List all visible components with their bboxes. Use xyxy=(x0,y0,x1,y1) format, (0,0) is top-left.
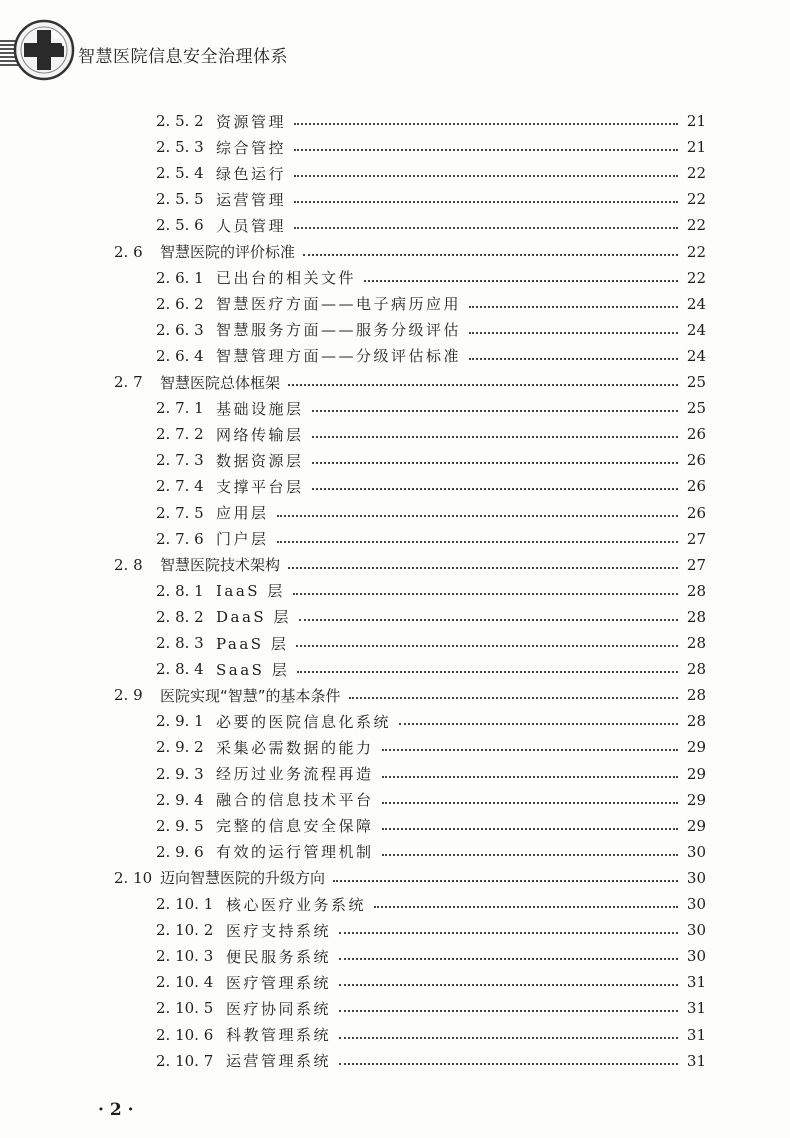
toc-subsection-entry[interactable] xyxy=(156,108,706,134)
toc-entry-number: 2. 9. 6 xyxy=(156,842,204,861)
toc-entry-page: 26 xyxy=(686,477,706,496)
toc-subsection-entry[interactable] xyxy=(156,995,706,1021)
toc-entry-title: 支撑平台层 xyxy=(216,477,304,496)
toc-leader-dots xyxy=(339,984,678,986)
toc-leader-dots xyxy=(339,1063,678,1065)
toc-leader-dots xyxy=(339,1010,678,1012)
toc-entry-page: 28 xyxy=(686,686,706,705)
toc-leader-dots xyxy=(339,932,678,934)
toc-entry-title: 绿色运行 xyxy=(216,164,287,183)
toc-entry-title: 便民服务系统 xyxy=(226,947,332,966)
toc-entry-title: 应用层 xyxy=(216,504,269,522)
toc-leader-dots xyxy=(288,567,678,569)
toc-entry-number: 2. 5. 6 xyxy=(156,216,204,235)
toc-entry-page: 22 xyxy=(686,164,706,183)
toc-subsection-entry[interactable] xyxy=(156,787,706,813)
toc-entry-title: 融合的信息技术平台 xyxy=(216,791,374,810)
toc-entry-page: 26 xyxy=(686,503,706,522)
toc-entry-page: 25 xyxy=(686,399,706,418)
toc-entry-title: 医疗管理系统 xyxy=(226,973,332,992)
toc-leader-dots xyxy=(294,201,678,203)
toc-leader-dots xyxy=(399,723,678,725)
toc-entry-number: 2. 5. 3 xyxy=(156,138,204,157)
toc-entry-page: 26 xyxy=(686,425,706,444)
toc-entry-page: 29 xyxy=(686,738,706,757)
toc-entry-number: 2. 7. 2 xyxy=(156,425,204,444)
toc-entry-title: 基础设施层 xyxy=(216,399,304,418)
toc-entry-page: 24 xyxy=(686,320,706,339)
toc-entry-page: 31 xyxy=(686,999,706,1018)
toc-entry-title: 人员管理 xyxy=(216,216,287,235)
toc-subsection-entry[interactable] xyxy=(156,526,706,552)
toc-entry-title: 必要的医院信息化系统 xyxy=(216,712,392,731)
toc-entry-title: 有效的运行管理机制 xyxy=(216,843,374,862)
toc-leader-dots xyxy=(312,462,678,464)
toc-entry-page: 31 xyxy=(686,1025,706,1044)
toc-entry-number: 2. 7. 5 xyxy=(156,503,204,522)
toc-entry-number: 2. 10. 3 xyxy=(156,947,214,966)
toc-entry-number: 2. 6. 3 xyxy=(156,320,204,339)
toc-entry-page: 22 xyxy=(686,268,706,287)
toc-entry-number: 2. 9 xyxy=(114,686,143,705)
toc-entry-number: 2. 10. 1 xyxy=(156,895,214,913)
toc-entry-number: 2. 8. 4 xyxy=(156,660,204,679)
toc-entry-number: 2. 6. 1 xyxy=(156,268,204,287)
toc-entry-title: 综合管控 xyxy=(216,138,287,157)
toc-entry-number: 2. 8. 2 xyxy=(156,607,204,626)
toc-entry-page: 30 xyxy=(686,947,706,966)
toc-entry-page: 31 xyxy=(686,1051,706,1070)
toc-leader-dots xyxy=(469,358,678,360)
toc-section-entry[interactable] xyxy=(114,369,706,395)
toc-entry-title: 智慧管理方面——分级评估标准 xyxy=(216,347,462,366)
toc-entry-page: 24 xyxy=(686,294,706,313)
toc-subsection-entry[interactable] xyxy=(156,317,706,343)
toc-entry-page: 30 xyxy=(686,921,706,940)
toc-subsection-entry[interactable] xyxy=(156,891,706,917)
toc-entry-page: 29 xyxy=(686,790,706,809)
toc-entry-number: 2. 9. 1 xyxy=(156,712,204,731)
toc-entry-title: 采集必需数据的能力 xyxy=(216,738,374,757)
page-number: · 2 · xyxy=(98,1100,134,1120)
toc-entry-number: 2. 6 xyxy=(114,242,143,261)
toc-leader-dots xyxy=(296,645,678,647)
toc-entry-page: 27 xyxy=(686,555,706,574)
toc-entry-title: 门户层 xyxy=(216,530,269,549)
toc-subsection-entry[interactable] xyxy=(156,630,706,656)
toc-leader-dots xyxy=(294,149,678,151)
toc-entry-page: 22 xyxy=(686,242,706,261)
toc-entry-number: 2. 8. 1 xyxy=(156,581,204,600)
toc-subsection-entry[interactable] xyxy=(156,421,706,447)
toc-section-entry[interactable] xyxy=(114,865,706,891)
toc-leader-dots xyxy=(382,749,678,751)
toc-subsection-entry[interactable] xyxy=(156,395,706,421)
toc-leader-dots xyxy=(288,384,678,386)
toc-entry-title: SaaS 层 xyxy=(216,660,290,679)
toc-leader-dots xyxy=(469,332,678,334)
toc-entry-title: 智慧医院技术架构 xyxy=(160,556,281,575)
toc-entry-title: DaaS 层 xyxy=(216,608,291,627)
toc-leader-dots xyxy=(299,619,678,621)
toc-entry-title: 智慧医疗方面——电子病历应用 xyxy=(216,295,462,314)
toc-leader-dots xyxy=(303,254,678,256)
toc-subsection-entry[interactable] xyxy=(156,1048,706,1074)
toc-subsection-entry[interactable] xyxy=(156,839,706,865)
toc-leader-dots xyxy=(382,802,678,804)
toc-subsection-entry[interactable] xyxy=(156,1022,706,1048)
toc-subsection-entry[interactable] xyxy=(156,917,706,943)
toc-subsection-entry[interactable] xyxy=(156,604,706,630)
toc-subsection-entry[interactable] xyxy=(156,291,706,317)
toc-subsection-entry[interactable] xyxy=(156,656,706,682)
toc-leader-dots xyxy=(277,541,678,543)
toc-leader-dots xyxy=(382,828,678,830)
toc-subsection-entry[interactable] xyxy=(156,813,706,839)
toc-entry-number: 2. 7. 3 xyxy=(156,451,204,470)
toc-entry-number: 2. 10. 4 xyxy=(156,973,214,992)
toc-entry-title: 智慧服务方面——服务分级评估 xyxy=(216,321,462,340)
toc-entry-number: 2. 8 xyxy=(114,555,143,574)
toc-entry-title: 医院实现“智慧”的基本条件 xyxy=(160,686,341,705)
hospital-cross-logo-icon xyxy=(12,18,76,82)
toc-entry-page: 26 xyxy=(686,451,706,470)
toc-entry-page: 28 xyxy=(686,581,706,600)
toc-entry-title: 数据资源层 xyxy=(216,451,304,470)
toc-subsection-entry[interactable] xyxy=(156,212,706,238)
toc-entry-title: 运营管理 xyxy=(216,190,287,209)
toc-entry-number: 2. 5. 5 xyxy=(156,190,204,209)
toc-entry-number: 2. 6. 2 xyxy=(156,294,204,313)
toc-entry-number: 2. 7 xyxy=(114,373,143,391)
toc-entry-number: 2. 9. 2 xyxy=(156,738,204,757)
toc-leader-dots xyxy=(294,123,678,125)
toc-section-entry[interactable] xyxy=(114,552,706,578)
toc-subsection-entry[interactable] xyxy=(156,265,706,291)
toc-entry-page: 28 xyxy=(686,712,706,731)
toc-entry-page: 21 xyxy=(686,138,706,157)
toc-leader-dots xyxy=(339,1037,678,1039)
toc-subsection-entry[interactable] xyxy=(156,500,706,526)
toc-entry-number: 2. 9. 4 xyxy=(156,790,204,809)
toc-entry-page: 27 xyxy=(686,529,706,548)
toc-leader-dots xyxy=(277,515,678,517)
toc-subsection-entry[interactable] xyxy=(156,134,706,160)
toc-subsection-entry[interactable] xyxy=(156,186,706,212)
toc-entry-title: 已出台的相关文件 xyxy=(216,269,357,288)
toc-subsection-entry[interactable] xyxy=(156,578,706,604)
toc-leader-dots xyxy=(294,227,678,229)
toc-entry-number: 2. 10 xyxy=(114,868,153,887)
toc-leader-dots xyxy=(293,593,678,595)
toc-entry-number: 2. 10. 2 xyxy=(156,921,214,940)
toc-leader-dots xyxy=(312,488,678,490)
toc-entry-number: 2. 7. 4 xyxy=(156,477,204,496)
toc-entry-title: 医疗协同系统 xyxy=(226,999,332,1018)
toc-entry-page: 31 xyxy=(686,973,706,992)
toc-entry-page: 28 xyxy=(686,660,706,679)
toc-entry-title: 核心医疗业务系统 xyxy=(226,895,367,914)
toc-section-entry[interactable] xyxy=(114,239,706,265)
toc-entry-title: 运营管理系统 xyxy=(226,1052,332,1071)
toc-section-entry[interactable] xyxy=(114,682,706,708)
toc-leader-dots xyxy=(382,776,678,778)
toc-entry-number: 2. 9. 5 xyxy=(156,816,204,835)
toc-subsection-entry[interactable] xyxy=(156,473,706,499)
toc-entry-page: 24 xyxy=(686,346,706,365)
toc-leader-dots xyxy=(469,306,678,308)
toc-entry-title: 智慧医院总体框架 xyxy=(160,373,281,392)
toc-subsection-entry[interactable] xyxy=(156,969,706,995)
toc-subsection-entry[interactable] xyxy=(156,160,706,186)
toc-entry-page: 28 xyxy=(686,607,706,626)
toc-entry-number: 2. 5. 2 xyxy=(156,112,204,130)
toc-entry-page: 29 xyxy=(686,816,706,835)
toc-entry-page: 22 xyxy=(686,190,706,209)
toc-subsection-entry[interactable] xyxy=(156,343,706,369)
toc-entry-number: 2. 5. 4 xyxy=(156,164,204,183)
toc-leader-dots xyxy=(294,175,678,177)
toc-entry-page: 21 xyxy=(686,112,706,130)
toc-subsection-entry[interactable] xyxy=(156,447,706,473)
toc-entry-number: 2. 10. 6 xyxy=(156,1025,214,1044)
header-title: 智慧医院信息安全治理体系 xyxy=(78,47,288,67)
toc-leader-dots xyxy=(374,906,678,908)
toc-entry-page: 28 xyxy=(686,634,706,652)
toc-subsection-entry[interactable] xyxy=(156,761,706,787)
toc-entry-title: 经历过业务流程再造 xyxy=(216,765,374,783)
toc-entry-number: 2. 7. 6 xyxy=(156,529,204,548)
toc-entry-page: 29 xyxy=(686,764,706,783)
toc-entry-title: 资源管理 xyxy=(216,112,287,131)
toc-leader-dots xyxy=(339,958,678,960)
toc-leader-dots xyxy=(333,880,678,882)
toc-entry-number: 2. 7. 1 xyxy=(156,399,204,418)
toc-leader-dots xyxy=(382,854,678,856)
toc-entry-number: 2. 10. 5 xyxy=(156,999,214,1018)
toc-leader-dots xyxy=(312,436,678,438)
page-header xyxy=(0,8,790,88)
toc-entry-title: 智慧医院的评价标准 xyxy=(160,243,296,261)
toc-entry-title: PaaS 层 xyxy=(216,634,289,653)
toc-entry-title: 科教管理系统 xyxy=(226,1026,332,1044)
toc-entry-page: 25 xyxy=(686,373,706,391)
toc-entry-title: 迈向智慧医院的升级方向 xyxy=(160,869,326,888)
toc-entry-page: 30 xyxy=(686,842,706,861)
toc-entry-title: 完整的信息安全保障 xyxy=(216,817,374,836)
toc-entry-number: 2. 8. 3 xyxy=(156,634,204,652)
toc-entry-number: 2. 9. 3 xyxy=(156,764,204,783)
toc-entry-page: 22 xyxy=(686,216,706,235)
toc-entry-page: 30 xyxy=(686,895,706,913)
toc-leader-dots xyxy=(349,697,678,699)
toc-subsection-entry[interactable] xyxy=(156,943,706,969)
toc-subsection-entry[interactable] xyxy=(156,734,706,760)
toc-entry-number: 2. 6. 4 xyxy=(156,346,204,365)
toc-entry-number: 2. 10. 7 xyxy=(156,1051,214,1070)
toc-leader-dots xyxy=(297,671,678,673)
toc-leader-dots xyxy=(312,410,678,412)
toc-subsection-entry[interactable] xyxy=(156,708,706,734)
toc-entry-title: 医疗支持系统 xyxy=(226,921,332,940)
toc-entry-title: IaaS 层 xyxy=(216,582,285,601)
toc-entry-page: 30 xyxy=(686,868,706,887)
toc-leader-dots xyxy=(364,280,678,282)
toc-entry-title: 网络传输层 xyxy=(216,425,304,444)
